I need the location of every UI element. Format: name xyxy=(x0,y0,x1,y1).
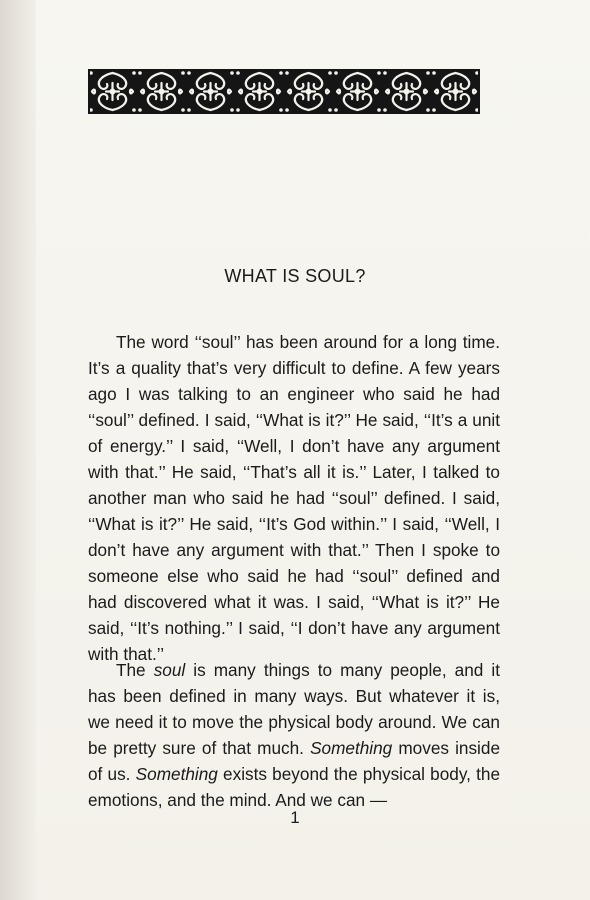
page-number: 1 xyxy=(290,808,300,827)
book-spine-edge xyxy=(0,0,37,900)
ornamental-border xyxy=(88,69,480,114)
chapter-title: WHAT IS SOUL? xyxy=(224,266,366,286)
paragraph-text: exists beyond the physical body, the emotions, and the mind. And we can — xyxy=(88,764,501,810)
paragraph-1 xyxy=(88,329,500,667)
paragraph-text: moves inside of us. xyxy=(88,738,500,784)
paragraph-text: The word ‘‘soul’’ has been around for a long time. It’s a quality that’s very difficult to define. A few years ago I was talking to an engineer who said he had ‘‘soul’’ defined. I said, ‘‘What is it?’’ He said, ‘‘It’s a unit of energy.’’ I said, ‘‘Well, I don’t have any argument with that.’’ He said, ‘‘That’s all it is.’’ Later, I talked to another man who said he had ‘‘soul’’ defined. I said, ‘‘What is it?’’ He said, ‘‘It’s God within.’’ I said, ‘‘Well, I don’t have any argument with that.’’ Then I spoke to someone else who said he had ‘‘soul’’ defined and had discovered what it was. I said, ‘‘What is it?’’ He said, ‘‘It’s nothing.’’ I said, ‘‘I don’t have any argument with that.’’ xyxy=(88,332,500,664)
italic-text: soul xyxy=(153,660,186,680)
paragraph-2 xyxy=(88,657,500,813)
italic-text: Something xyxy=(135,764,218,784)
paragraph-text: The xyxy=(116,660,154,680)
paragraph-text: is many things to many people, and it has been defined in many ways. But whatever it is, we need it to move the physical body around. We can be pretty sure of that much. xyxy=(88,660,500,758)
italic-text: Something xyxy=(310,738,393,758)
ornament-pattern xyxy=(88,69,480,114)
